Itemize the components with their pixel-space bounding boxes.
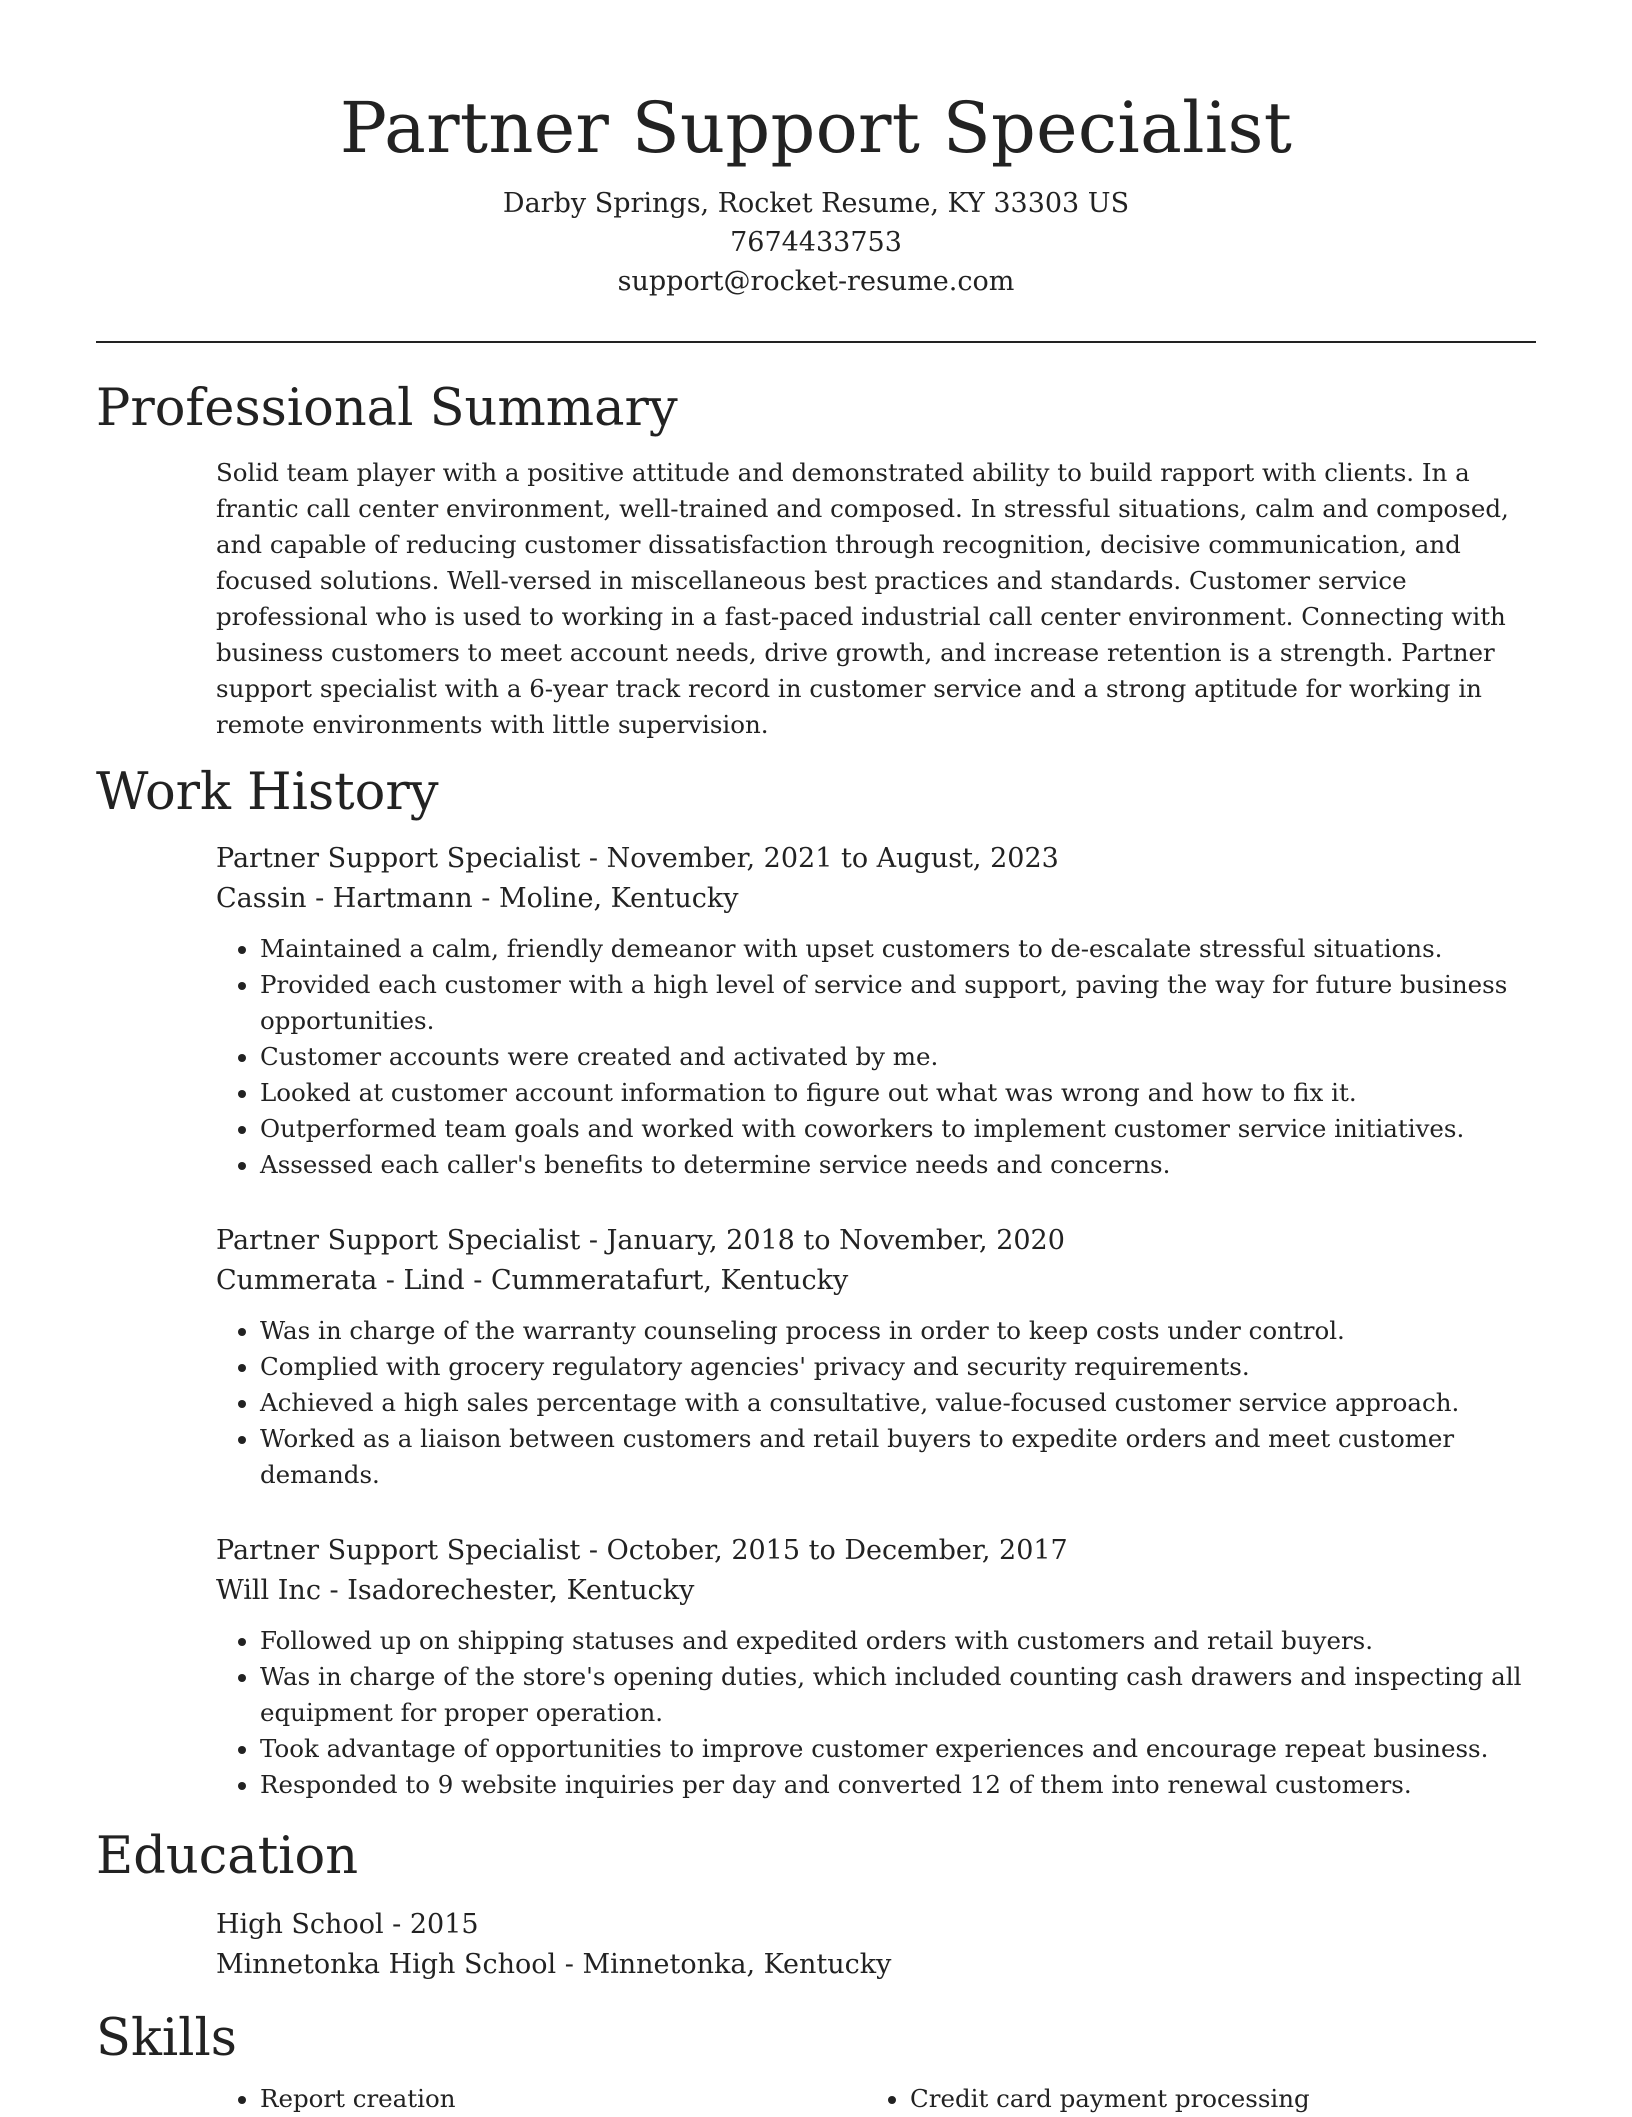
list-item: • Was in charge of the warranty counseling process in order to keep costs under control. [260,1313,1536,1349]
education-location: - Minnetonka, Kentucky [556,1949,892,1980]
job-title-line [216,1221,1536,1261]
job-location: - Moline, Kentucky [472,883,739,914]
list-item: • Provided each customer with a high level of service and support, paving the way for future business opportunities. [260,967,1536,1039]
list-item: • Maintained a calm, friendly demeanor with upset customers to de-escalate stressful situations. [260,931,1536,967]
work-history-heading: Work History [96,763,439,822]
job-company: Will Inc [216,1575,321,1606]
skill-item: • Report creation [260,2081,866,2117]
job-org-line [216,879,1536,919]
education-school-line [216,1945,1536,1985]
list-item: • Outperformed team goals and worked with coworkers to implement customer service initiatives. [260,1111,1536,1147]
contact-block [96,184,1536,301]
job-title-line [216,1531,1536,1571]
list-item: • Looked at customer account information to figure out what was wrong and how to fix it. [260,1075,1536,1111]
education-degree: High School [216,1909,384,1940]
contact-phone: 7674433753 [730,227,902,258]
list-item: • Complied with grocery regulatory agencies' privacy and security requirements. [260,1349,1536,1385]
job-bullets [216,1313,1536,1493]
job-bullets [216,1623,1536,1803]
list-item: • Was in charge of the store's opening duties, which included counting cash drawers and inspecting all equipment for proper operation. [260,1659,1536,1731]
job-company: Cassin - Hartmann [216,883,473,914]
skills-heading: Skills [96,2009,237,2068]
list-item: • Assessed each caller's benefits to determine service needs and concerns. [260,1147,1536,1183]
job-dates: - October, 2015 to December, 2017 [580,1535,1068,1566]
resume-header [96,0,1536,301]
summary-heading: Professional Summary [96,379,678,438]
job-entry-2 [216,1221,1536,1493]
contact-email: support@rocket-resume.com [617,266,1015,297]
list-item: • Achieved a high sales percentage with a consultative, value-focused customer service approach. [260,1385,1536,1421]
job-company: Cummerata - Lind [216,1265,465,1296]
education-degree-line [216,1905,1536,1945]
job-role: Partner Support Specialist [216,1535,581,1566]
job-title-line [216,839,1536,879]
job-role: Partner Support Specialist [216,1225,581,1256]
job-bullets [216,931,1536,1183]
list-item: • Customer accounts were created and activated by me. [260,1039,1536,1075]
list-item: • Took advantage of opportunities to improve customer experiences and encourage repeat business. [260,1731,1536,1767]
job-location: - Cummeratafurt, Kentucky [464,1265,849,1296]
job-entry-1 [216,839,1536,1183]
resume-page [96,0,1536,2117]
list-item: • Responded to 9 website inquiries per day and converted 12 of them into renewal customers. [260,1767,1536,1803]
job-org-line [216,1571,1536,1611]
list-item: • Worked as a liaison between customers and retail buyers to expedite orders and meet customer demands. [260,1421,1536,1493]
contact-address: Darby Springs, Rocket Resume, KY 33303 US [502,188,1130,219]
list-item: • Followed up on shipping statuses and expedited orders with customers and retail buyers. [260,1623,1536,1659]
education-school: Minnetonka High School [216,1949,557,1980]
summary-text: Solid team player with a positive attitude and demonstrated ability to build rapport with clients. In a frantic call center environment, well-trained and composed. In stressful situations, calm and composed, and capable of reducing customer dissatisfaction through recognition, decisive communication, and focused solutions. Well-versed in miscellaneous best practices and standards. Customer service professional who is used to working in a fast-paced industrial call center environment. Connecting with business customers to meet account needs, drive growth, and increase retention is a strength. Partner support specialist with a 6-year track record in customer service and a strong aptitude for working in remote environments with little supervision. [216,458,1509,739]
education-year: - 2015 [383,1909,479,1940]
job-location: - Isadorechester, Kentucky [320,1575,695,1606]
education-entry [216,1905,1536,1985]
job-role: Partner Support Specialist [216,843,581,874]
skill-item: • Credit card payment processing [910,2081,1516,2117]
education-heading: Education [96,1827,359,1886]
header-divider [96,341,1536,343]
resume-name: Partner Support Specialist [339,87,1293,169]
job-dates: - January, 2018 to November, 2020 [580,1225,1065,1256]
job-dates: - November, 2021 to August, 2023 [580,843,1059,874]
job-entry-3 [216,1531,1536,1803]
job-org-line [216,1261,1536,1301]
